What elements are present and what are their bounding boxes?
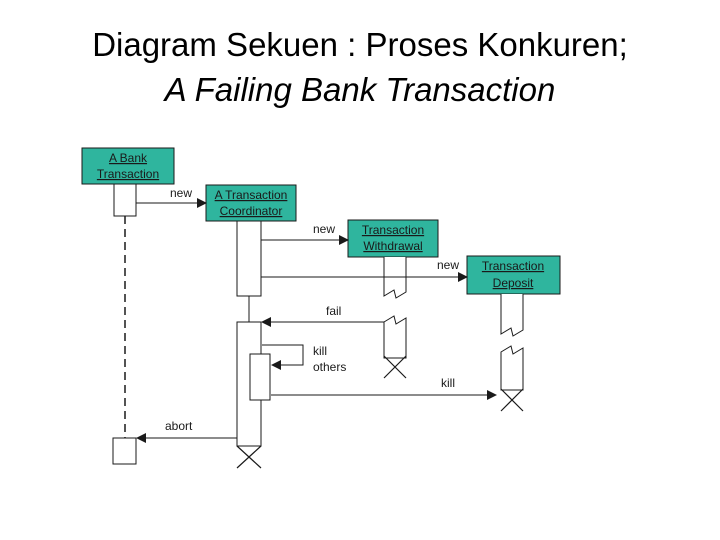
object-transaction-deposit: [467, 256, 560, 294]
slide-subtitle: A Failing Bank Transaction: [164, 71, 556, 108]
object-label: Transaction: [96, 167, 160, 181]
message-label: kill: [441, 376, 455, 390]
destroy-withdrawal-icon: [384, 356, 406, 378]
destroy-coordinator-icon: [237, 446, 261, 468]
object-transaction-withdrawal: [348, 220, 438, 257]
activation-coordinator-nested: [250, 354, 270, 400]
activation-bank-transaction-end: [113, 438, 136, 464]
object-label: Transaction: [361, 223, 425, 237]
activation-deposit-bottom: [501, 346, 523, 390]
destroy-deposit-icon: [501, 389, 523, 411]
message-label: others: [313, 360, 347, 374]
activation-withdrawal-bottom: [384, 316, 406, 358]
message-label: fail: [326, 304, 342, 318]
object-label: Deposit: [492, 276, 534, 290]
message-label: new: [170, 186, 193, 200]
activation-coordinator: [237, 221, 261, 296]
object-label: Coordinator: [219, 204, 283, 218]
message-label: new: [437, 258, 460, 272]
activation-deposit-top: [501, 294, 523, 336]
slide-title: Diagram Sekuen : Proses Konkuren;: [92, 26, 628, 63]
message-label: new: [313, 222, 336, 236]
message-label: abort: [165, 419, 193, 433]
object-label: A Transaction: [214, 188, 288, 202]
object-label: Withdrawal: [363, 239, 423, 253]
object-bank-transaction: [82, 148, 174, 184]
object-transaction-coordinator: [206, 185, 296, 221]
object-label: A Bank: [108, 151, 148, 165]
message-label: kill: [313, 344, 327, 358]
object-label: Transaction: [481, 259, 545, 273]
activation-bank-transaction: [114, 184, 136, 216]
